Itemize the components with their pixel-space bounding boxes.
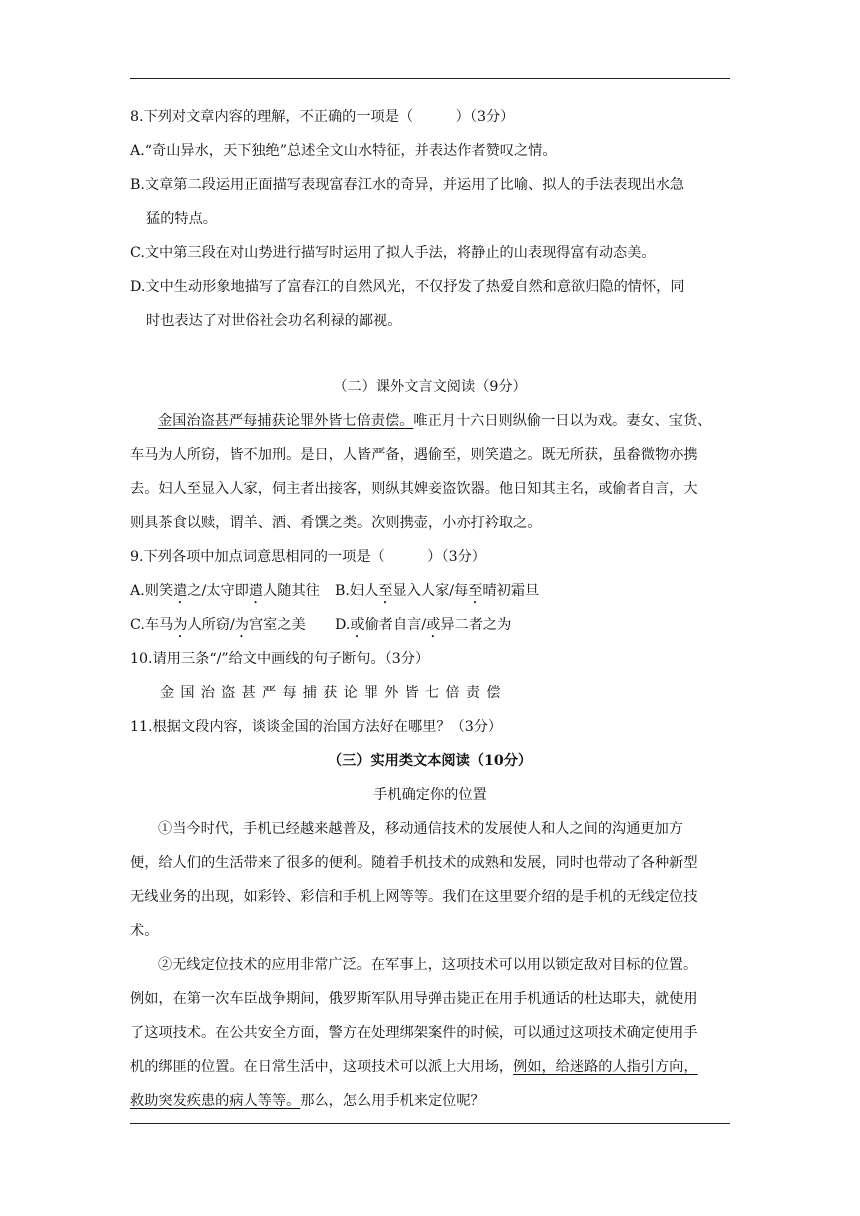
q8-option-b-cont: 猛的特点。 <box>146 211 217 227</box>
q9-option-d: D.或偷者自言/或异二者之为 <box>335 617 512 633</box>
section3-p2-line3: 了这项技术。在公共安全方面，警方在处理绑架案件的时候，可以通过这项技术确定使用手 <box>130 1025 698 1041</box>
section3-subtitle: 手机确定你的位置 <box>373 787 487 803</box>
section3-p1-line1: ①当今时代，手机已经越来越普及，移动通信技术的发展使人和人之间的沟通更加方 <box>158 821 683 837</box>
q10-stem: 10.请用三条“/”给文中画线的句子断句。（3分） <box>130 651 430 667</box>
q9-options-ab <box>130 574 730 608</box>
q11-stem: 11.根据文段内容，谈谈金国的治国方法好在哪里？（3分） <box>130 719 503 735</box>
q8-option-b: B.文章第二段运用正面描写表现富春江水的奇异，并运用了比喻、拟人的手法表现出水急 <box>130 177 685 193</box>
document-body <box>130 100 730 1118</box>
q8-option-c: C.文中第三段在对山势进行描写时运用了拟人手法，将静止的山表现得富有动态美。 <box>130 245 656 261</box>
q8-option-d: D.文中生动形象地描写了富春江的自然风光，不仅抒发了热爱自然和意欲归隐的情怀，同 <box>130 279 685 295</box>
q9-stem: 9.下列各项中加点词意思相同的一项是（ ）（3分） <box>130 549 486 565</box>
section3-p1-line2: 便，给人们的生活带来了很多的便利。随着手机技术的成熟和发展，同时也带动了各种新型 <box>130 855 698 871</box>
section2-passage-line3: 去。妇人至显入人家，伺主者出接客，则纵其婢妾盗饮器。他日知其主名，或偷者自言，大 <box>130 481 698 497</box>
section3-title: （三）实用类文本阅读（10分） <box>327 753 533 769</box>
q9-options-cd <box>130 608 730 642</box>
section3-p1-line4: 术。 <box>130 923 159 939</box>
q8-option-d-cont: 时也表达了对世俗社会功名利禄的鄙视。 <box>146 313 402 329</box>
q10-sentence: 金国治盗甚严每捕获论罪外皆七倍责偿 <box>160 685 507 701</box>
underlined-example: 例如，给迷路的人指引方向， <box>513 1059 698 1075</box>
footer-rule <box>130 1123 730 1124</box>
section3-p2-line1: ②无线定位技术的应用非常广泛。在军事上，这项技术可以用以锁定敌对目标的位置。 <box>158 957 698 973</box>
section3-p2-line4: 机的绑匪的位置。在日常生活中，这项技术可以派上大用场，例如，给迷路的人指引方向， <box>130 1059 698 1075</box>
underlined-example-cont: 救助突发疾患的病人等等。 <box>130 1093 301 1109</box>
q8-stem: 8.下列对文章内容的理解，不正确的一项是（ ）（3分） <box>130 109 515 125</box>
q9-option-b: B.妇人至显入人家/每至晴初霜旦 <box>335 583 540 599</box>
underlined-sentence: 金国治盗甚严每捕获论罪外皆七倍责偿。 <box>158 413 414 429</box>
q9-option-a: A.则笑遣之/太守即遣人随其往 <box>130 583 320 599</box>
section3-p1-line3: 无线业务的出现，如彩铃、彩信和手机上网等等。我们在这里要介绍的是手机的无线定位技 <box>130 889 698 905</box>
section2-title: （二）课外文言文阅读（9分） <box>333 379 527 395</box>
section2-passage-line2: 车马为人所窃，皆不加刑。是日，人皆严备，遇偷至，则笑遣之。既无所获，虽畚微物亦携 <box>130 447 698 463</box>
section2-passage-line1: 金国治盗甚严每捕获论罪外皆七倍责偿。唯正月十六日则纵偷一日以为戏。妻女、宝货、 <box>158 413 712 429</box>
section2-passage-line4: 则具茶食以赎，谓羊、酒、肴馔之类。次则携壶，小亦打衿取之。 <box>130 515 542 531</box>
q8-option-a: A.“奇山异水，天下独绝”总述全文山水特征，并表达作者赞叹之情。 <box>130 143 557 159</box>
section3-p2-line2: 例如，在第一次车臣战争期间，俄罗斯军队用导弹击毙正在用手机通话的杜达耶夫，就使用 <box>130 991 698 1007</box>
header-rule <box>130 78 730 79</box>
q9-option-c: C.车马为人所窃/为宫室之美 <box>130 617 306 633</box>
section3-p2-line5: 救助突发疾患的病人等等。那么，怎么用手机来定位呢？ <box>130 1093 485 1109</box>
